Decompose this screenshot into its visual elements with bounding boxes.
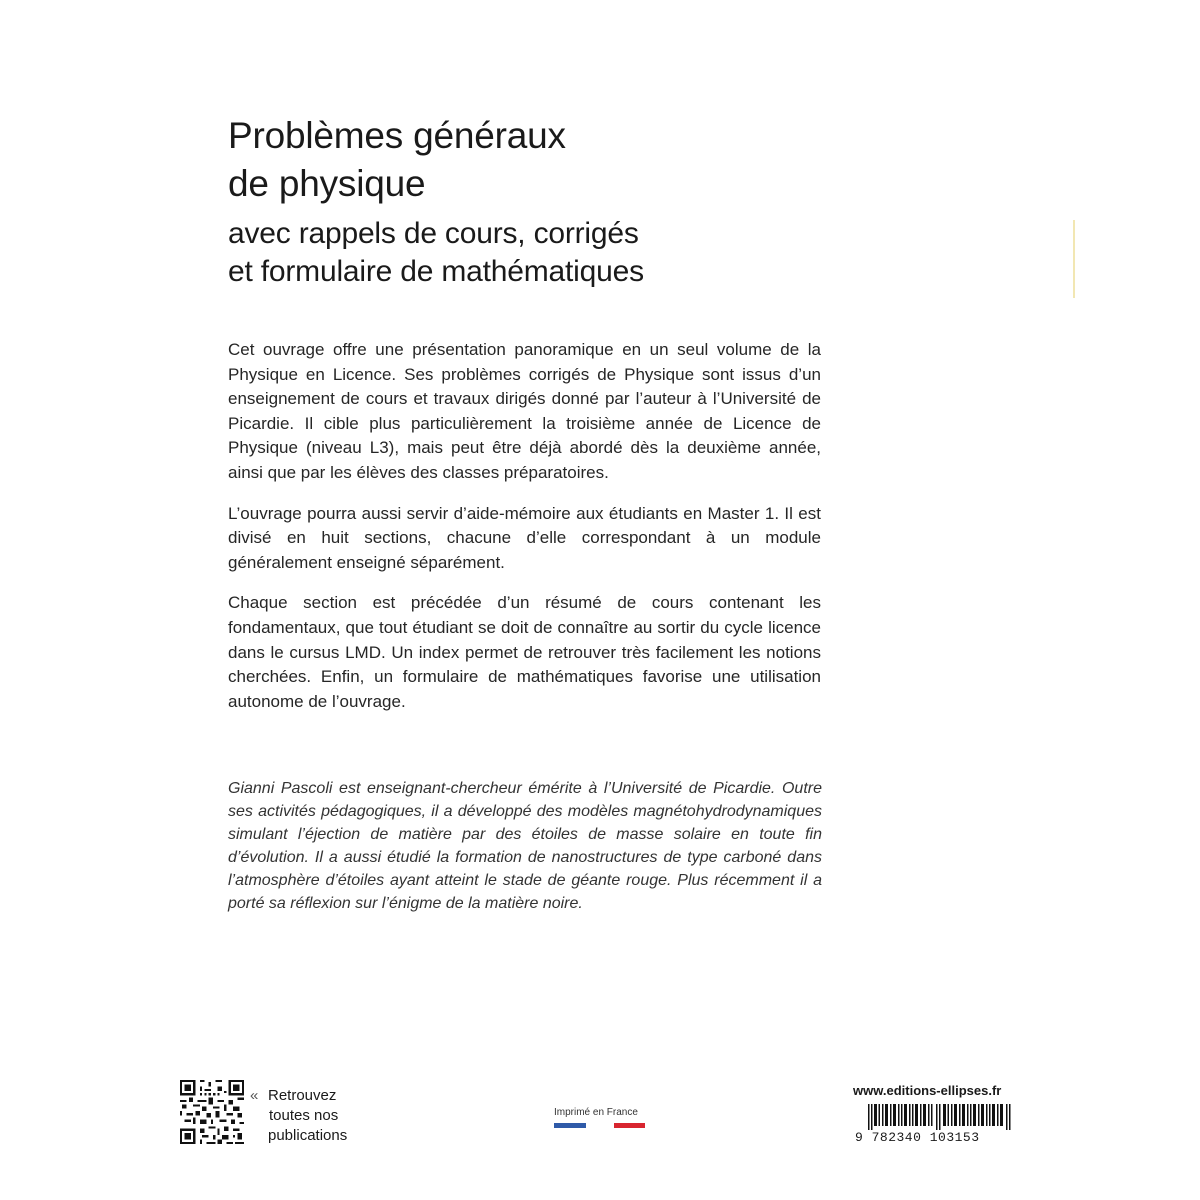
subtitle-line-1: avec rappels de cours, corrigés <box>228 217 639 250</box>
printed-in-france-mark <box>554 1107 646 1128</box>
french-flag-bars <box>554 1123 646 1128</box>
publisher-website[interactable]: www.editions-ellipses.fr <box>853 1083 1002 1098</box>
qr-cta-line: Retrouvez <box>268 1087 337 1104</box>
isbn-number: 9 782340 103153 <box>855 1130 980 1145</box>
subtitle-line-2: et formulaire de mathématiques <box>228 255 644 288</box>
qr-code-icon[interactable] <box>180 1080 244 1144</box>
book-title <box>228 112 848 208</box>
flag-blue-bar <box>554 1123 586 1128</box>
qr-cta-line: publications <box>268 1127 348 1144</box>
book-description <box>228 338 821 730</box>
chevron-double-left-icon: « <box>250 1087 259 1104</box>
qr-cta-line: toutes nos <box>269 1107 339 1124</box>
book-subtitle <box>228 215 868 291</box>
description-paragraph: Chaque section est précédée d’un résumé de cours contenant les fondamentaux, que tout étudiant se doit de connaître au sortir du cycle licence dans le cursus LMD. Un index permet de retrouver très facilement les notions cherchées. Enfin, un formulaire de mathématiques favorise une utilisation autonome de l’ouvrage. <box>228 593 821 711</box>
description-paragraph: L’ouvrage pourra aussi servir d’aide-mémoire aux étudiants en Master 1. Il est divisé en huit sections, chacune d’elle correspondant à un module généralement enseigné séparément. <box>228 503 821 572</box>
decorative-side-rule <box>1073 220 1075 298</box>
description-paragraph: Cet ouvrage offre une présentation panoramique en un seul volume de la Physique en Licence. Ses problèmes corrigés de Physique sont issus d’un enseignement de cours et travaux dirigés donné par l’auteur à l’Université de Picardie. Il cible plus particulièrement la troisième année de Licence de Physique (niveau L3), mais peut être déjà abordé dès la deuxième année, ainsi que par les élèves des classes préparatoires. <box>228 340 821 482</box>
flag-red-bar <box>614 1123 645 1128</box>
title-line-2: de physique <box>228 163 426 204</box>
author-bio: Gianni Pascoli est enseignant-chercheur émérite à l’Université de Picardie. Outre ses activités pédagogiques, il a développé des modèles magnétohydrodynamiques simulant l’éjection de matière par des étoiles de masse solaire en toute fin d’évolution. Il a aussi étudié la formation de nanostructures de type carboné dans l’atmosphère d’étoiles ayant atteint le stade de géante rouge. Plus récemment il a porté sa réflexion sur l’énigme de la matière noire. <box>228 780 822 912</box>
barcode-icon <box>868 1104 1012 1130</box>
qr-call-to-action[interactable] <box>250 1086 347 1146</box>
title-line-1: Problèmes généraux <box>228 115 566 156</box>
printed-in-label: Imprimé en France <box>554 1107 638 1118</box>
